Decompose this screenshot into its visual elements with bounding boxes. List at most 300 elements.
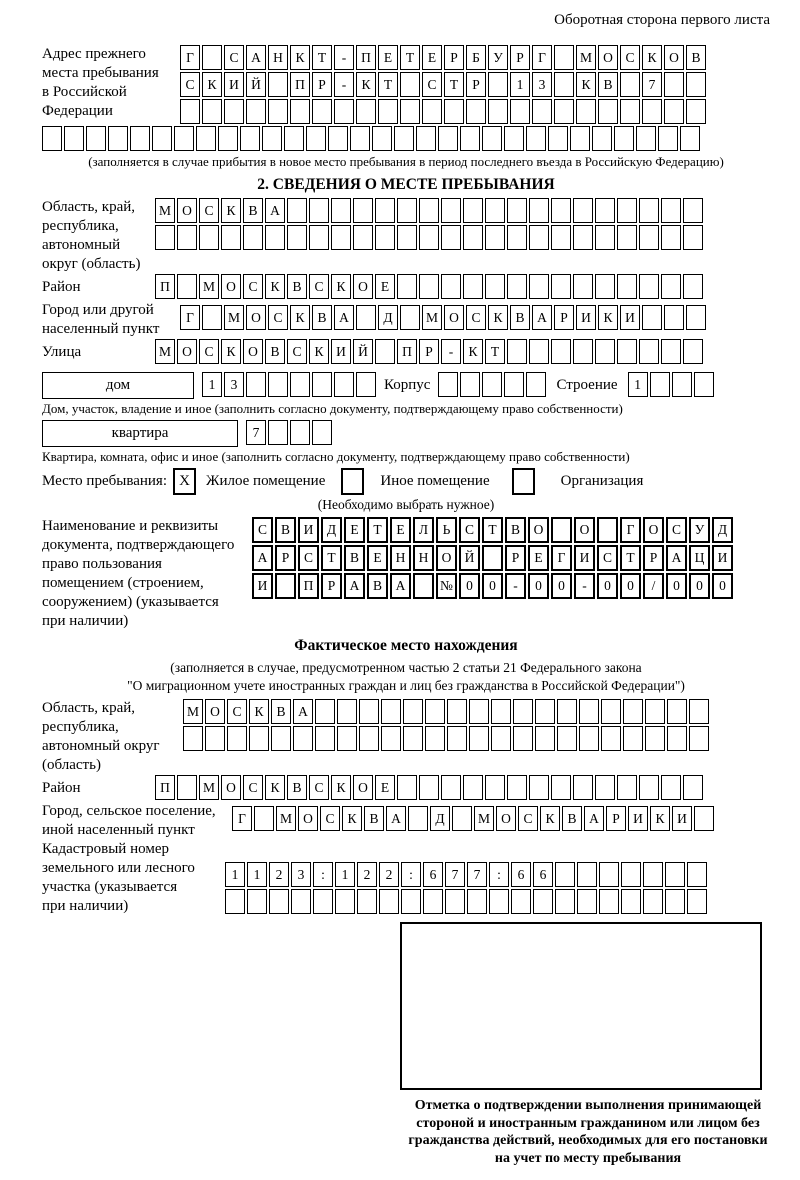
- char-cell[interactable]: [422, 99, 442, 124]
- char-cell[interactable]: [331, 198, 351, 223]
- char-cell[interactable]: [290, 372, 310, 397]
- char-cell[interactable]: О: [353, 274, 373, 299]
- char-cell[interactable]: И: [252, 573, 273, 599]
- char-cell[interactable]: О: [298, 806, 318, 831]
- char-cell[interactable]: [601, 726, 621, 751]
- char-cell[interactable]: [240, 126, 260, 151]
- char-cell[interactable]: М: [576, 45, 596, 70]
- char-cell[interactable]: [247, 889, 267, 914]
- char-cell[interactable]: А: [252, 545, 273, 571]
- char-cell[interactable]: [372, 126, 392, 151]
- stay-type-checkbox-organization[interactable]: [512, 468, 535, 495]
- char-cell[interactable]: 6: [511, 862, 531, 887]
- char-cell[interactable]: [287, 225, 307, 250]
- char-cell[interactable]: [441, 274, 461, 299]
- char-cell[interactable]: [249, 726, 269, 751]
- char-cell[interactable]: У: [488, 45, 508, 70]
- char-cell[interactable]: И: [620, 305, 640, 330]
- char-cell[interactable]: [246, 372, 266, 397]
- char-cell[interactable]: [686, 72, 706, 97]
- char-cell[interactable]: -: [505, 573, 526, 599]
- char-cell[interactable]: И: [331, 339, 351, 364]
- char-cell[interactable]: [573, 198, 593, 223]
- char-cell[interactable]: О: [353, 775, 373, 800]
- char-cell[interactable]: [551, 274, 571, 299]
- char-cell[interactable]: [529, 274, 549, 299]
- char-cell[interactable]: Е: [528, 545, 549, 571]
- char-cell[interactable]: [218, 126, 238, 151]
- char-cell[interactable]: [463, 274, 483, 299]
- char-cell[interactable]: 2: [379, 862, 399, 887]
- char-cell[interactable]: [335, 889, 355, 914]
- char-cell[interactable]: Е: [375, 775, 395, 800]
- char-cell[interactable]: [419, 198, 439, 223]
- char-cell[interactable]: Р: [275, 545, 296, 571]
- char-cell[interactable]: [507, 775, 527, 800]
- char-cell[interactable]: [221, 225, 241, 250]
- char-cell[interactable]: Л: [413, 517, 434, 543]
- char-cell[interactable]: Е: [422, 45, 442, 70]
- char-cell[interactable]: С: [243, 274, 263, 299]
- char-cell[interactable]: [554, 72, 574, 97]
- char-cell[interactable]: К: [265, 274, 285, 299]
- char-cell[interactable]: [488, 72, 508, 97]
- char-cell[interactable]: П: [290, 72, 310, 97]
- char-cell[interactable]: [642, 99, 662, 124]
- char-cell[interactable]: [661, 198, 681, 223]
- char-cell[interactable]: [290, 99, 310, 124]
- char-cell[interactable]: [507, 274, 527, 299]
- char-cell[interactable]: [598, 99, 618, 124]
- char-cell[interactable]: [359, 699, 379, 724]
- char-cell[interactable]: У: [689, 517, 710, 543]
- char-cell[interactable]: Р: [444, 45, 464, 70]
- char-cell[interactable]: 0: [666, 573, 687, 599]
- char-cell[interactable]: [664, 99, 684, 124]
- char-cell[interactable]: [177, 775, 197, 800]
- char-cell[interactable]: [86, 126, 106, 151]
- char-cell[interactable]: [529, 198, 549, 223]
- char-cell[interactable]: [227, 726, 247, 751]
- char-cell[interactable]: В: [562, 806, 582, 831]
- char-cell[interactable]: 1: [202, 372, 222, 397]
- char-cell[interactable]: [269, 889, 289, 914]
- char-cell[interactable]: 7: [642, 72, 662, 97]
- char-cell[interactable]: [408, 806, 428, 831]
- char-cell[interactable]: К: [249, 699, 269, 724]
- char-cell[interactable]: [306, 126, 326, 151]
- char-cell[interactable]: С: [287, 339, 307, 364]
- char-cell[interactable]: [463, 225, 483, 250]
- char-cell[interactable]: [645, 699, 665, 724]
- char-cell[interactable]: [444, 99, 464, 124]
- char-cell[interactable]: Е: [367, 545, 388, 571]
- char-cell[interactable]: [529, 225, 549, 250]
- char-cell[interactable]: Р: [419, 339, 439, 364]
- char-cell[interactable]: Ц: [689, 545, 710, 571]
- char-cell[interactable]: [526, 372, 546, 397]
- char-cell[interactable]: С: [666, 517, 687, 543]
- char-cell[interactable]: [485, 225, 505, 250]
- char-cell[interactable]: М: [199, 274, 219, 299]
- char-cell[interactable]: [359, 726, 379, 751]
- char-cell[interactable]: М: [183, 699, 203, 724]
- char-cell[interactable]: К: [598, 305, 618, 330]
- char-cell[interactable]: [683, 339, 703, 364]
- char-cell[interactable]: [617, 775, 637, 800]
- char-cell[interactable]: С: [252, 517, 273, 543]
- char-cell[interactable]: В: [686, 45, 706, 70]
- char-cell[interactable]: М: [276, 806, 296, 831]
- char-cell[interactable]: [689, 699, 709, 724]
- char-cell[interactable]: [694, 806, 714, 831]
- char-cell[interactable]: [400, 72, 420, 97]
- char-cell[interactable]: [356, 372, 376, 397]
- char-cell[interactable]: А: [584, 806, 604, 831]
- char-cell[interactable]: [551, 198, 571, 223]
- char-cell[interactable]: Й: [459, 545, 480, 571]
- char-cell[interactable]: И: [576, 305, 596, 330]
- char-cell[interactable]: [551, 339, 571, 364]
- char-cell[interactable]: [504, 126, 524, 151]
- char-cell[interactable]: К: [356, 72, 376, 97]
- char-cell[interactable]: И: [672, 806, 692, 831]
- char-cell[interactable]: П: [155, 775, 175, 800]
- char-cell[interactable]: [312, 99, 332, 124]
- char-cell[interactable]: [507, 225, 527, 250]
- char-cell[interactable]: Г: [232, 806, 252, 831]
- char-cell[interactable]: Г: [532, 45, 552, 70]
- char-cell[interactable]: [225, 889, 245, 914]
- char-cell[interactable]: О: [221, 274, 241, 299]
- char-cell[interactable]: [290, 420, 310, 445]
- char-cell[interactable]: [254, 806, 274, 831]
- char-cell[interactable]: [202, 99, 222, 124]
- char-cell[interactable]: [463, 775, 483, 800]
- char-cell[interactable]: [683, 775, 703, 800]
- char-cell[interactable]: [482, 126, 502, 151]
- char-cell[interactable]: [337, 726, 357, 751]
- stay-type-checkbox-other[interactable]: [341, 468, 364, 495]
- char-cell[interactable]: [452, 806, 472, 831]
- char-cell[interactable]: С: [199, 198, 219, 223]
- char-cell[interactable]: [557, 699, 577, 724]
- char-cell[interactable]: [555, 862, 575, 887]
- char-cell[interactable]: [130, 126, 150, 151]
- char-cell[interactable]: [597, 517, 618, 543]
- char-cell[interactable]: [469, 699, 489, 724]
- char-cell[interactable]: [460, 372, 480, 397]
- char-cell[interactable]: [397, 198, 417, 223]
- char-cell[interactable]: [353, 225, 373, 250]
- char-cell[interactable]: [639, 198, 659, 223]
- char-cell[interactable]: [570, 126, 590, 151]
- char-cell[interactable]: [199, 225, 219, 250]
- char-cell[interactable]: [315, 726, 335, 751]
- char-cell[interactable]: [617, 274, 637, 299]
- char-cell[interactable]: К: [290, 45, 310, 70]
- char-cell[interactable]: К: [221, 339, 241, 364]
- char-cell[interactable]: 3: [291, 862, 311, 887]
- char-cell[interactable]: [268, 420, 288, 445]
- char-cell[interactable]: Е: [390, 517, 411, 543]
- char-cell[interactable]: [375, 198, 395, 223]
- char-cell[interactable]: [665, 862, 685, 887]
- char-cell[interactable]: П: [155, 274, 175, 299]
- char-cell[interactable]: Т: [321, 545, 342, 571]
- char-cell[interactable]: [42, 126, 62, 151]
- char-cell[interactable]: Р: [505, 545, 526, 571]
- char-cell[interactable]: К: [309, 339, 329, 364]
- char-cell[interactable]: [513, 699, 533, 724]
- char-cell[interactable]: Г: [620, 517, 641, 543]
- char-cell[interactable]: О: [205, 699, 225, 724]
- char-cell[interactable]: 0: [459, 573, 480, 599]
- char-cell[interactable]: [375, 339, 395, 364]
- char-cell[interactable]: [529, 339, 549, 364]
- char-cell[interactable]: [532, 99, 552, 124]
- char-cell[interactable]: [334, 99, 354, 124]
- char-cell[interactable]: О: [528, 517, 549, 543]
- char-cell[interactable]: К: [331, 274, 351, 299]
- char-cell[interactable]: В: [367, 573, 388, 599]
- char-cell[interactable]: 1: [247, 862, 267, 887]
- char-cell[interactable]: М: [199, 775, 219, 800]
- char-cell[interactable]: Р: [321, 573, 342, 599]
- char-cell[interactable]: 2: [269, 862, 289, 887]
- char-cell[interactable]: [469, 726, 489, 751]
- char-cell[interactable]: Н: [268, 45, 288, 70]
- char-cell[interactable]: [196, 126, 216, 151]
- char-cell[interactable]: [309, 198, 329, 223]
- char-cell[interactable]: В: [287, 274, 307, 299]
- char-cell[interactable]: Н: [413, 545, 434, 571]
- char-cell[interactable]: [375, 225, 395, 250]
- char-cell[interactable]: -: [334, 72, 354, 97]
- char-cell[interactable]: [482, 372, 502, 397]
- char-cell[interactable]: М: [155, 339, 175, 364]
- char-cell[interactable]: П: [298, 573, 319, 599]
- char-cell[interactable]: Г: [551, 545, 572, 571]
- char-cell[interactable]: №: [436, 573, 457, 599]
- char-cell[interactable]: [262, 126, 282, 151]
- char-cell[interactable]: [265, 225, 285, 250]
- char-cell[interactable]: В: [275, 517, 296, 543]
- char-cell[interactable]: В: [505, 517, 526, 543]
- char-cell[interactable]: Т: [620, 545, 641, 571]
- char-cell[interactable]: [620, 72, 640, 97]
- char-cell[interactable]: [621, 889, 641, 914]
- char-cell[interactable]: И: [298, 517, 319, 543]
- char-cell[interactable]: 0: [712, 573, 733, 599]
- char-cell[interactable]: 0: [482, 573, 503, 599]
- char-cell[interactable]: Т: [482, 517, 503, 543]
- char-cell[interactable]: В: [598, 72, 618, 97]
- char-cell[interactable]: [174, 126, 194, 151]
- char-cell[interactable]: О: [643, 517, 664, 543]
- char-cell[interactable]: [379, 889, 399, 914]
- char-cell[interactable]: [400, 305, 420, 330]
- char-cell[interactable]: Т: [485, 339, 505, 364]
- char-cell[interactable]: С: [227, 699, 247, 724]
- char-cell[interactable]: [573, 225, 593, 250]
- char-cell[interactable]: [548, 126, 568, 151]
- char-cell[interactable]: [535, 699, 555, 724]
- char-cell[interactable]: О: [243, 339, 263, 364]
- char-cell[interactable]: [577, 889, 597, 914]
- char-cell[interactable]: [661, 775, 681, 800]
- char-cell[interactable]: И: [628, 806, 648, 831]
- char-cell[interactable]: [482, 545, 503, 571]
- char-cell[interactable]: [623, 699, 643, 724]
- char-cell[interactable]: [554, 45, 574, 70]
- char-cell[interactable]: Г: [180, 45, 200, 70]
- char-cell[interactable]: [460, 126, 480, 151]
- char-cell[interactable]: И: [712, 545, 733, 571]
- char-cell[interactable]: [573, 775, 593, 800]
- char-cell[interactable]: О: [664, 45, 684, 70]
- char-cell[interactable]: [312, 372, 332, 397]
- char-cell[interactable]: [535, 726, 555, 751]
- char-cell[interactable]: О: [444, 305, 464, 330]
- char-cell[interactable]: [683, 225, 703, 250]
- char-cell[interactable]: [394, 126, 414, 151]
- char-cell[interactable]: [447, 699, 467, 724]
- char-cell[interactable]: [441, 225, 461, 250]
- char-cell[interactable]: [672, 372, 692, 397]
- char-cell[interactable]: [665, 889, 685, 914]
- char-cell[interactable]: [551, 517, 572, 543]
- char-cell[interactable]: Т: [367, 517, 388, 543]
- char-cell[interactable]: [507, 198, 527, 223]
- char-cell[interactable]: [202, 305, 222, 330]
- char-cell[interactable]: [617, 198, 637, 223]
- char-cell[interactable]: [510, 99, 530, 124]
- char-cell[interactable]: [650, 372, 670, 397]
- char-cell[interactable]: 0: [689, 573, 710, 599]
- char-cell[interactable]: В: [510, 305, 530, 330]
- char-cell[interactable]: -: [441, 339, 461, 364]
- char-cell[interactable]: 0: [528, 573, 549, 599]
- char-cell[interactable]: С: [180, 72, 200, 97]
- char-cell[interactable]: [381, 699, 401, 724]
- char-cell[interactable]: 7: [467, 862, 487, 887]
- char-cell[interactable]: [328, 126, 348, 151]
- stay-type-checkbox-residential[interactable]: X: [173, 468, 196, 495]
- char-cell[interactable]: [313, 889, 333, 914]
- char-cell[interactable]: П: [356, 45, 376, 70]
- char-cell[interactable]: [64, 126, 84, 151]
- char-cell[interactable]: [177, 225, 197, 250]
- char-cell[interactable]: Р: [606, 806, 626, 831]
- char-cell[interactable]: [438, 126, 458, 151]
- char-cell[interactable]: [601, 699, 621, 724]
- char-cell[interactable]: [397, 775, 417, 800]
- char-cell[interactable]: В: [271, 699, 291, 724]
- char-cell[interactable]: [419, 775, 439, 800]
- char-cell[interactable]: А: [532, 305, 552, 330]
- char-cell[interactable]: Г: [180, 305, 200, 330]
- char-cell[interactable]: [224, 99, 244, 124]
- char-cell[interactable]: [331, 225, 351, 250]
- char-cell[interactable]: [621, 862, 641, 887]
- char-cell[interactable]: [667, 699, 687, 724]
- char-cell[interactable]: [642, 305, 662, 330]
- char-cell[interactable]: Д: [430, 806, 450, 831]
- char-cell[interactable]: [579, 699, 599, 724]
- char-cell[interactable]: [639, 775, 659, 800]
- char-cell[interactable]: [466, 99, 486, 124]
- char-cell[interactable]: [595, 339, 615, 364]
- char-cell[interactable]: Е: [378, 45, 398, 70]
- char-cell[interactable]: В: [287, 775, 307, 800]
- char-cell[interactable]: [639, 339, 659, 364]
- char-cell[interactable]: [592, 126, 612, 151]
- char-cell[interactable]: [155, 225, 175, 250]
- char-cell[interactable]: [595, 274, 615, 299]
- char-cell[interactable]: А: [344, 573, 365, 599]
- char-cell[interactable]: [489, 889, 509, 914]
- char-cell[interactable]: [485, 198, 505, 223]
- char-cell[interactable]: О: [177, 198, 197, 223]
- char-cell[interactable]: В: [243, 198, 263, 223]
- char-cell[interactable]: 0: [597, 573, 618, 599]
- char-cell[interactable]: [513, 726, 533, 751]
- char-cell[interactable]: Р: [643, 545, 664, 571]
- char-cell[interactable]: О: [177, 339, 197, 364]
- char-cell[interactable]: [401, 889, 421, 914]
- char-cell[interactable]: К: [540, 806, 560, 831]
- char-cell[interactable]: Е: [375, 274, 395, 299]
- char-cell[interactable]: К: [463, 339, 483, 364]
- char-cell[interactable]: Б: [466, 45, 486, 70]
- char-cell[interactable]: Й: [353, 339, 373, 364]
- char-cell[interactable]: [287, 198, 307, 223]
- char-cell[interactable]: К: [331, 775, 351, 800]
- char-cell[interactable]: [423, 889, 443, 914]
- char-cell[interactable]: [595, 225, 615, 250]
- char-cell[interactable]: О: [496, 806, 516, 831]
- char-cell[interactable]: [284, 126, 304, 151]
- char-cell[interactable]: М: [422, 305, 442, 330]
- char-cell[interactable]: [599, 862, 619, 887]
- char-cell[interactable]: С: [597, 545, 618, 571]
- char-cell[interactable]: [491, 699, 511, 724]
- char-cell[interactable]: [315, 699, 335, 724]
- char-cell[interactable]: К: [221, 198, 241, 223]
- char-cell[interactable]: [533, 889, 553, 914]
- char-cell[interactable]: [246, 99, 266, 124]
- char-cell[interactable]: [643, 889, 663, 914]
- char-cell[interactable]: [683, 274, 703, 299]
- char-cell[interactable]: [291, 889, 311, 914]
- char-cell[interactable]: -: [334, 45, 354, 70]
- char-cell[interactable]: [551, 225, 571, 250]
- char-cell[interactable]: [485, 274, 505, 299]
- char-cell[interactable]: Р: [510, 45, 530, 70]
- char-cell[interactable]: [425, 726, 445, 751]
- char-cell[interactable]: 3: [532, 72, 552, 97]
- char-cell[interactable]: [419, 225, 439, 250]
- char-cell[interactable]: [686, 99, 706, 124]
- char-cell[interactable]: С: [466, 305, 486, 330]
- char-cell[interactable]: [511, 889, 531, 914]
- char-cell[interactable]: О: [246, 305, 266, 330]
- char-cell[interactable]: С: [309, 775, 329, 800]
- char-cell[interactable]: [526, 126, 546, 151]
- char-cell[interactable]: Д: [712, 517, 733, 543]
- char-cell[interactable]: [400, 99, 420, 124]
